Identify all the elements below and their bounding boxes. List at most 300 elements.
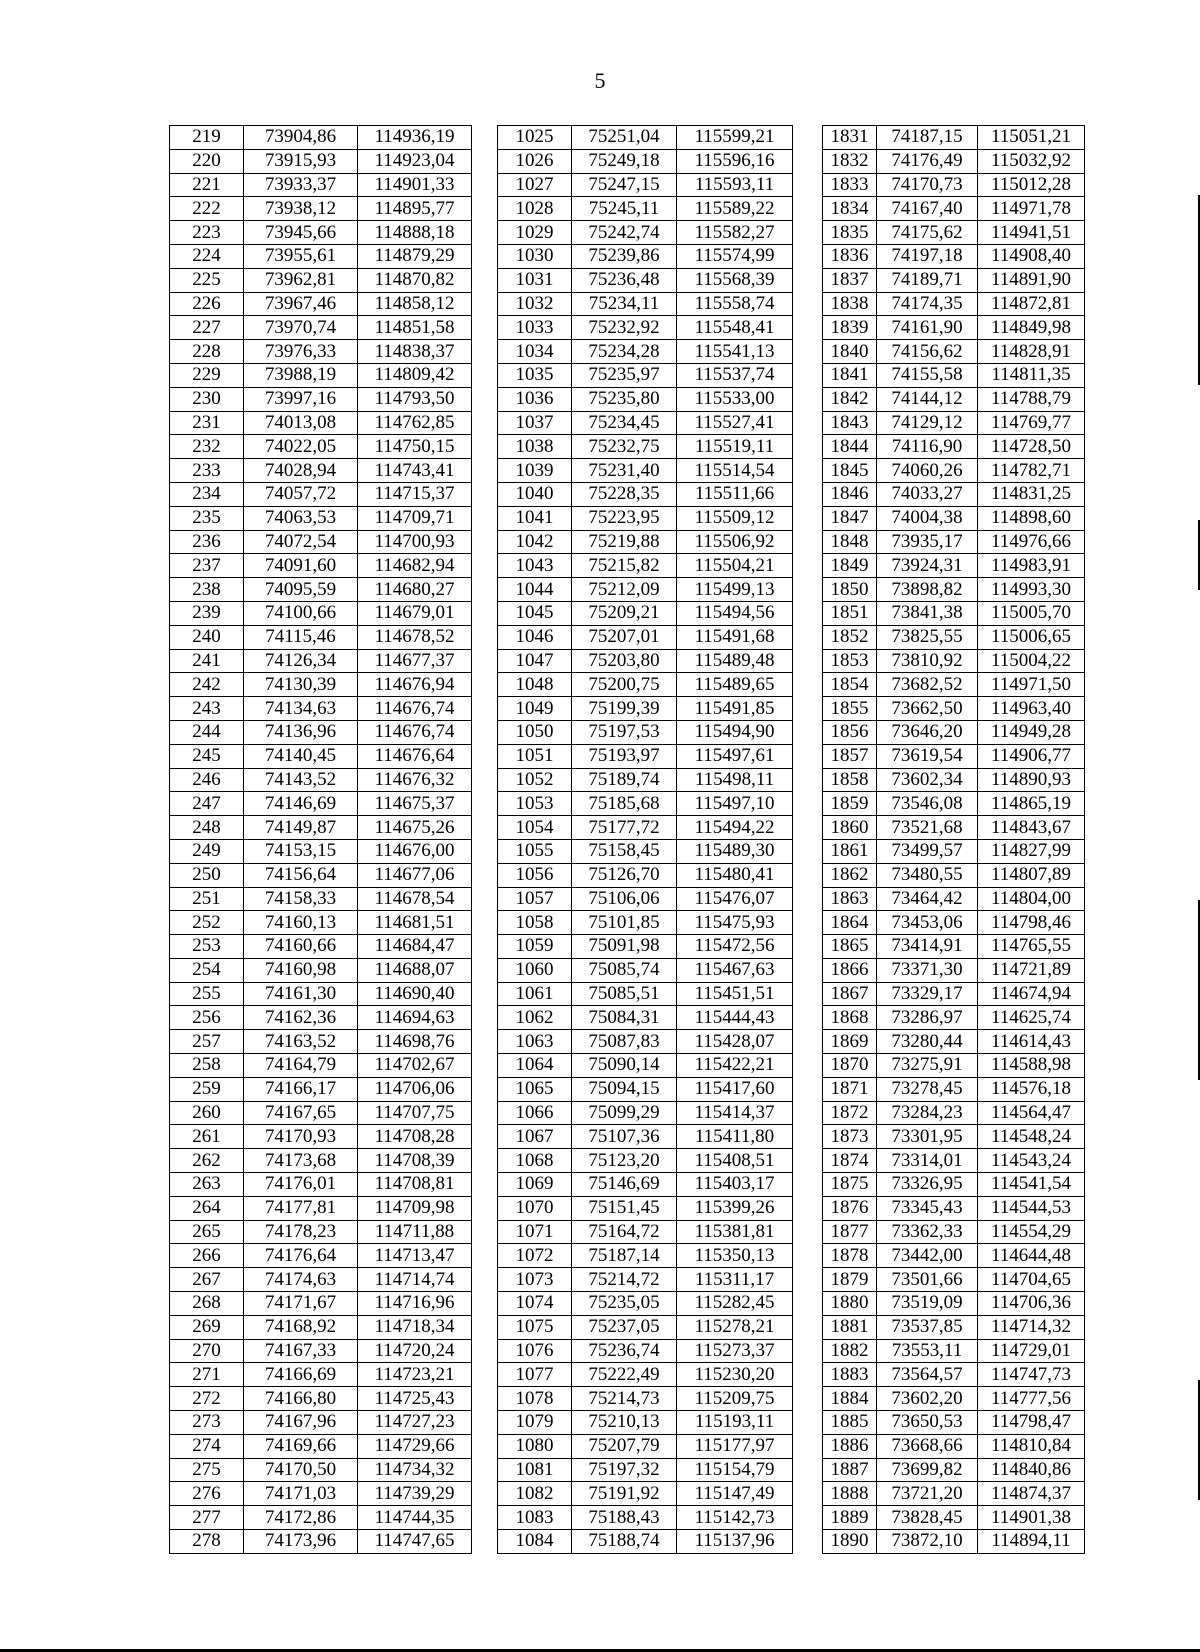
x-coordinate-cell: 74178,23: [244, 1220, 358, 1244]
y-coordinate-cell: 115537,74: [677, 363, 793, 387]
y-coordinate-cell: 115514,54: [677, 459, 793, 483]
column-gap: [793, 1339, 823, 1363]
x-coordinate-cell: 73442,00: [877, 1244, 978, 1268]
table-row: [170, 1268, 1085, 1292]
point-number-cell: 1083: [498, 1506, 572, 1530]
y-coordinate-cell: 114729,01: [978, 1339, 1085, 1363]
point-number-cell: 1877: [823, 1220, 877, 1244]
x-coordinate-cell: 73602,34: [877, 768, 978, 792]
column-gap: [793, 554, 823, 578]
x-coordinate-cell: 73371,30: [877, 958, 978, 982]
y-coordinate-cell: 115209,75: [677, 1387, 793, 1411]
table-row: [170, 411, 1085, 435]
table-row: [170, 1363, 1085, 1387]
x-coordinate-cell: 74134,63: [244, 697, 358, 721]
x-coordinate-cell: 73345,43: [877, 1196, 978, 1220]
point-number-cell: 1042: [498, 530, 572, 554]
x-coordinate-cell: 74116,90: [877, 435, 978, 459]
y-coordinate-cell: 114983,91: [978, 554, 1085, 578]
x-coordinate-cell: 75185,68: [572, 792, 677, 816]
x-coordinate-cell: 74176,64: [244, 1244, 358, 1268]
x-coordinate-cell: 75090,14: [572, 1054, 677, 1078]
x-coordinate-cell: 74174,35: [877, 292, 978, 316]
point-number-cell: 1837: [823, 268, 877, 292]
point-number-cell: 264: [170, 1196, 244, 1220]
point-number-cell: 247: [170, 792, 244, 816]
column-gap: [472, 958, 498, 982]
x-coordinate-cell: 75232,75: [572, 435, 677, 459]
y-coordinate-cell: 114708,28: [358, 1125, 472, 1149]
x-coordinate-cell: 75199,39: [572, 697, 677, 721]
column-gap: [472, 673, 498, 697]
point-number-cell: 1867: [823, 982, 877, 1006]
column-gap: [793, 625, 823, 649]
column-gap: [793, 1411, 823, 1435]
column-gap: [793, 1054, 823, 1078]
x-coordinate-cell: 74170,93: [244, 1125, 358, 1149]
x-coordinate-cell: 75084,31: [572, 1006, 677, 1030]
x-coordinate-cell: 74170,50: [244, 1458, 358, 1482]
y-coordinate-cell: 114716,96: [358, 1292, 472, 1316]
column-gap: [472, 768, 498, 792]
column-gap: [793, 411, 823, 435]
y-coordinate-cell: 115499,13: [677, 578, 793, 602]
column-gap: [472, 1196, 498, 1220]
column-gap: [472, 459, 498, 483]
y-coordinate-cell: 114890,93: [978, 768, 1085, 792]
y-coordinate-cell: 114936,19: [358, 126, 472, 150]
column-gap: [472, 720, 498, 744]
x-coordinate-cell: 75223,95: [572, 506, 677, 530]
x-coordinate-cell: 73662,50: [877, 697, 978, 721]
point-number-cell: 1839: [823, 316, 877, 340]
point-number-cell: 1889: [823, 1506, 877, 1530]
x-coordinate-cell: 73546,08: [877, 792, 978, 816]
y-coordinate-cell: 115451,51: [677, 982, 793, 1006]
y-coordinate-cell: 114708,39: [358, 1149, 472, 1173]
point-number-cell: 258: [170, 1054, 244, 1078]
x-coordinate-cell: 73453,06: [877, 911, 978, 935]
column-gap: [472, 578, 498, 602]
y-coordinate-cell: 114677,37: [358, 649, 472, 673]
x-coordinate-cell: 73825,55: [877, 625, 978, 649]
point-number-cell: 1884: [823, 1387, 877, 1411]
y-coordinate-cell: 115408,51: [677, 1149, 793, 1173]
y-coordinate-cell: 114682,94: [358, 554, 472, 578]
point-number-cell: 260: [170, 1101, 244, 1125]
y-coordinate-cell: 115467,63: [677, 958, 793, 982]
y-coordinate-cell: 115509,12: [677, 506, 793, 530]
x-coordinate-cell: 75126,70: [572, 863, 677, 887]
point-number-cell: 1037: [498, 411, 572, 435]
y-coordinate-cell: 115519,11: [677, 435, 793, 459]
table-row: [170, 340, 1085, 364]
y-coordinate-cell: 114706,06: [358, 1077, 472, 1101]
point-number-cell: 1887: [823, 1458, 877, 1482]
x-coordinate-cell: 74149,87: [244, 816, 358, 840]
point-number-cell: 1857: [823, 744, 877, 768]
y-coordinate-cell: 114941,51: [978, 221, 1085, 245]
column-gap: [472, 1339, 498, 1363]
y-coordinate-cell: 114788,79: [978, 387, 1085, 411]
y-coordinate-cell: 114798,47: [978, 1411, 1085, 1435]
x-coordinate-cell: 73553,11: [877, 1339, 978, 1363]
point-number-cell: 251: [170, 887, 244, 911]
column-gap: [472, 316, 498, 340]
x-coordinate-cell: 75239,86: [572, 244, 677, 268]
table-row: [170, 792, 1085, 816]
column-gap: [472, 149, 498, 173]
x-coordinate-cell: 73314,01: [877, 1149, 978, 1173]
column-gap: [793, 1268, 823, 1292]
y-coordinate-cell: 114963,40: [978, 697, 1085, 721]
point-number-cell: 1836: [823, 244, 877, 268]
y-coordinate-cell: 114564,47: [978, 1101, 1085, 1125]
column-gap: [472, 482, 498, 506]
table-row: [170, 982, 1085, 1006]
y-coordinate-cell: 114827,99: [978, 839, 1085, 863]
point-number-cell: 1070: [498, 1196, 572, 1220]
x-coordinate-cell: 73326,95: [877, 1173, 978, 1197]
point-number-cell: 1883: [823, 1363, 877, 1387]
y-coordinate-cell: 114734,32: [358, 1458, 472, 1482]
column-gap: [472, 435, 498, 459]
point-number-cell: 1834: [823, 197, 877, 221]
x-coordinate-cell: 75235,80: [572, 387, 677, 411]
point-number-cell: 1885: [823, 1411, 877, 1435]
y-coordinate-cell: 115494,56: [677, 601, 793, 625]
column-gap: [472, 173, 498, 197]
column-gap: [793, 1196, 823, 1220]
x-coordinate-cell: 74166,69: [244, 1363, 358, 1387]
x-coordinate-cell: 74197,18: [877, 244, 978, 268]
table-row: [170, 1482, 1085, 1506]
column-gap: [793, 506, 823, 530]
point-number-cell: 1036: [498, 387, 572, 411]
x-coordinate-cell: 74162,36: [244, 1006, 358, 1030]
column-gap: [793, 459, 823, 483]
x-coordinate-cell: 74187,15: [877, 126, 978, 150]
y-coordinate-cell: 114747,65: [358, 1530, 472, 1554]
point-number-cell: 1838: [823, 292, 877, 316]
point-number-cell: 254: [170, 958, 244, 982]
y-coordinate-cell: 114769,77: [978, 411, 1085, 435]
x-coordinate-cell: 74100,66: [244, 601, 358, 625]
point-number-cell: 235: [170, 506, 244, 530]
y-coordinate-cell: 115414,37: [677, 1101, 793, 1125]
column-gap: [793, 1077, 823, 1101]
y-coordinate-cell: 115497,61: [677, 744, 793, 768]
x-coordinate-cell: 74171,67: [244, 1292, 358, 1316]
column-gap: [793, 173, 823, 197]
y-coordinate-cell: 115504,21: [677, 554, 793, 578]
point-number-cell: 224: [170, 244, 244, 268]
x-coordinate-cell: 74143,52: [244, 768, 358, 792]
x-coordinate-cell: 75158,45: [572, 839, 677, 863]
table-row: [170, 1173, 1085, 1197]
table-row: [170, 482, 1085, 506]
x-coordinate-cell: 74060,26: [877, 459, 978, 483]
x-coordinate-cell: 73962,81: [244, 268, 358, 292]
point-number-cell: 1855: [823, 697, 877, 721]
point-number-cell: 1054: [498, 816, 572, 840]
point-number-cell: 1850: [823, 578, 877, 602]
column-gap: [793, 1030, 823, 1054]
point-number-cell: 1062: [498, 1006, 572, 1030]
point-number-cell: 252: [170, 911, 244, 935]
table-row: [170, 221, 1085, 245]
point-number-cell: 1862: [823, 863, 877, 887]
point-number-cell: 1028: [498, 197, 572, 221]
table-row: [170, 649, 1085, 673]
column-gap: [472, 530, 498, 554]
column-gap: [793, 530, 823, 554]
point-number-cell: 1080: [498, 1434, 572, 1458]
y-coordinate-cell: 114704,65: [978, 1268, 1085, 1292]
y-coordinate-cell: 114715,37: [358, 482, 472, 506]
column-gap: [472, 197, 498, 221]
table-row: [170, 768, 1085, 792]
point-number-cell: 255: [170, 982, 244, 1006]
point-number-cell: 234: [170, 482, 244, 506]
point-number-cell: 1064: [498, 1054, 572, 1078]
x-coordinate-cell: 74158,33: [244, 887, 358, 911]
column-gap: [472, 387, 498, 411]
point-number-cell: 266: [170, 1244, 244, 1268]
table-row: [170, 697, 1085, 721]
y-coordinate-cell: 114765,55: [978, 935, 1085, 959]
column-gap: [472, 268, 498, 292]
column-gap: [472, 1220, 498, 1244]
y-coordinate-cell: 114901,33: [358, 173, 472, 197]
y-coordinate-cell: 114891,90: [978, 268, 1085, 292]
y-coordinate-cell: 115494,90: [677, 720, 793, 744]
point-number-cell: 1870: [823, 1054, 877, 1078]
x-coordinate-cell: 75212,09: [572, 578, 677, 602]
y-coordinate-cell: 115589,22: [677, 197, 793, 221]
point-number-cell: 1030: [498, 244, 572, 268]
point-number-cell: 1854: [823, 673, 877, 697]
table-row: [170, 197, 1085, 221]
coordinates-table: [169, 125, 1085, 1554]
y-coordinate-cell: 114709,98: [358, 1196, 472, 1220]
point-number-cell: 269: [170, 1315, 244, 1339]
column-gap: [793, 578, 823, 602]
point-number-cell: 1845: [823, 459, 877, 483]
y-coordinate-cell: 114676,74: [358, 720, 472, 744]
x-coordinate-cell: 73997,16: [244, 387, 358, 411]
column-gap: [793, 744, 823, 768]
point-number-cell: 237: [170, 554, 244, 578]
x-coordinate-cell: 73480,55: [877, 863, 978, 887]
column-gap: [793, 887, 823, 911]
column-gap: [793, 911, 823, 935]
x-coordinate-cell: 74126,34: [244, 649, 358, 673]
point-number-cell: 1084: [498, 1530, 572, 1554]
column-gap: [793, 720, 823, 744]
table-row: [170, 1244, 1085, 1268]
y-coordinate-cell: 114762,85: [358, 411, 472, 435]
table-row: [170, 1530, 1085, 1554]
y-coordinate-cell: 115278,21: [677, 1315, 793, 1339]
column-gap: [472, 1125, 498, 1149]
y-coordinate-cell: 114681,51: [358, 911, 472, 935]
point-number-cell: 221: [170, 173, 244, 197]
y-coordinate-cell: 114874,37: [978, 1482, 1085, 1506]
table-row: [170, 1220, 1085, 1244]
column-gap: [472, 1458, 498, 1482]
x-coordinate-cell: 73988,19: [244, 363, 358, 387]
column-gap: [793, 649, 823, 673]
point-number-cell: 1888: [823, 1482, 877, 1506]
point-number-cell: 265: [170, 1220, 244, 1244]
column-gap: [793, 982, 823, 1006]
column-gap: [793, 149, 823, 173]
point-number-cell: 227: [170, 316, 244, 340]
x-coordinate-cell: 75232,92: [572, 316, 677, 340]
column-gap: [472, 792, 498, 816]
column-gap: [793, 935, 823, 959]
y-coordinate-cell: 115491,68: [677, 625, 793, 649]
x-coordinate-cell: 74166,17: [244, 1077, 358, 1101]
column-gap: [793, 1244, 823, 1268]
x-coordinate-cell: 73915,93: [244, 149, 358, 173]
column-gap: [793, 673, 823, 697]
point-number-cell: 1878: [823, 1244, 877, 1268]
x-coordinate-cell: 74161,90: [877, 316, 978, 340]
table-row: [170, 1006, 1085, 1030]
x-coordinate-cell: 73699,82: [877, 1458, 978, 1482]
point-number-cell: 245: [170, 744, 244, 768]
point-number-cell: 1049: [498, 697, 572, 721]
column-gap: [472, 363, 498, 387]
column-gap: [793, 316, 823, 340]
point-number-cell: 1876: [823, 1196, 877, 1220]
point-number-cell: 1053: [498, 792, 572, 816]
x-coordinate-cell: 75219,88: [572, 530, 677, 554]
x-coordinate-cell: 73976,33: [244, 340, 358, 364]
x-coordinate-cell: 74033,27: [877, 482, 978, 506]
x-coordinate-cell: 74129,12: [877, 411, 978, 435]
x-coordinate-cell: 73602,20: [877, 1387, 978, 1411]
table-row: [170, 1339, 1085, 1363]
column-gap: [793, 244, 823, 268]
column-gap: [793, 1220, 823, 1244]
y-coordinate-cell: 114675,37: [358, 792, 472, 816]
y-coordinate-cell: 115381,81: [677, 1220, 793, 1244]
x-coordinate-cell: 74189,71: [877, 268, 978, 292]
y-coordinate-cell: 114625,74: [978, 1006, 1085, 1030]
x-coordinate-cell: 73904,86: [244, 126, 358, 150]
column-gap: [793, 1101, 823, 1125]
column-gap: [793, 1125, 823, 1149]
table-row: [170, 578, 1085, 602]
y-coordinate-cell: 115527,41: [677, 411, 793, 435]
x-coordinate-cell: 74146,69: [244, 792, 358, 816]
y-coordinate-cell: 114811,35: [978, 363, 1085, 387]
point-number-cell: 1048: [498, 673, 572, 697]
y-coordinate-cell: 114676,32: [358, 768, 472, 792]
x-coordinate-cell: 74173,96: [244, 1530, 358, 1554]
table-row: [170, 911, 1085, 935]
point-number-cell: 1853: [823, 649, 877, 673]
x-coordinate-cell: 73650,53: [877, 1411, 978, 1435]
table-row: [170, 387, 1085, 411]
point-number-cell: 274: [170, 1434, 244, 1458]
column-gap: [793, 697, 823, 721]
column-gap: [472, 506, 498, 530]
y-coordinate-cell: 115230,20: [677, 1363, 793, 1387]
point-number-cell: 1843: [823, 411, 877, 435]
y-coordinate-cell: 114840,86: [978, 1458, 1085, 1482]
point-number-cell: 1038: [498, 435, 572, 459]
x-coordinate-cell: 74115,46: [244, 625, 358, 649]
column-gap: [472, 244, 498, 268]
x-coordinate-cell: 73499,57: [877, 839, 978, 863]
y-coordinate-cell: 115142,73: [677, 1506, 793, 1530]
y-coordinate-cell: 114849,98: [978, 316, 1085, 340]
x-coordinate-cell: 73945,66: [244, 221, 358, 245]
x-coordinate-cell: 75151,45: [572, 1196, 677, 1220]
point-number-cell: 1032: [498, 292, 572, 316]
table-row: [170, 506, 1085, 530]
point-number-cell: 253: [170, 935, 244, 959]
y-coordinate-cell: 115472,56: [677, 935, 793, 959]
x-coordinate-cell: 75234,11: [572, 292, 677, 316]
point-number-cell: 231: [170, 411, 244, 435]
y-coordinate-cell: 115574,99: [677, 244, 793, 268]
y-coordinate-cell: 114680,27: [358, 578, 472, 602]
x-coordinate-cell: 74176,01: [244, 1173, 358, 1197]
point-number-cell: 1075: [498, 1315, 572, 1339]
point-number-cell: 1847: [823, 506, 877, 530]
y-coordinate-cell: 114644,48: [978, 1244, 1085, 1268]
point-number-cell: 1059: [498, 935, 572, 959]
y-coordinate-cell: 114793,50: [358, 387, 472, 411]
column-gap: [793, 387, 823, 411]
table-row: [170, 1101, 1085, 1125]
y-coordinate-cell: 115004,22: [978, 649, 1085, 673]
point-number-cell: 1056: [498, 863, 572, 887]
x-coordinate-cell: 73501,66: [877, 1268, 978, 1292]
y-coordinate-cell: 115051,21: [978, 126, 1085, 150]
y-coordinate-cell: 114714,32: [978, 1315, 1085, 1339]
table-row: [170, 1387, 1085, 1411]
column-gap: [793, 863, 823, 887]
x-coordinate-cell: 75187,14: [572, 1244, 677, 1268]
point-number-cell: 219: [170, 126, 244, 150]
point-number-cell: 1874: [823, 1149, 877, 1173]
column-gap: [793, 1387, 823, 1411]
x-coordinate-cell: 75177,72: [572, 816, 677, 840]
y-coordinate-cell: 114721,89: [978, 958, 1085, 982]
column-gap: [793, 292, 823, 316]
point-number-cell: 238: [170, 578, 244, 602]
table-row: [170, 935, 1085, 959]
x-coordinate-cell: 74156,64: [244, 863, 358, 887]
x-coordinate-cell: 75231,40: [572, 459, 677, 483]
x-coordinate-cell: 74153,15: [244, 839, 358, 863]
table-row: [170, 126, 1085, 150]
x-coordinate-cell: 74095,59: [244, 578, 358, 602]
table-row: [170, 459, 1085, 483]
y-coordinate-cell: 114679,01: [358, 601, 472, 625]
column-gap: [793, 792, 823, 816]
column-gap: [793, 1363, 823, 1387]
table-row: [170, 149, 1085, 173]
column-gap: [472, 1482, 498, 1506]
point-number-cell: 246: [170, 768, 244, 792]
